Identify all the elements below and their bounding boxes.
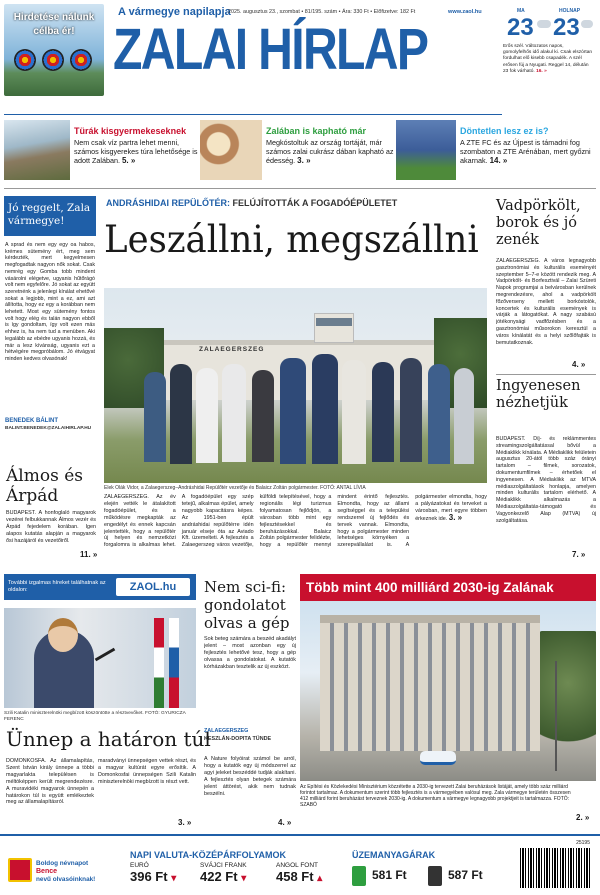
office-building (320, 621, 540, 751)
fx-euro (130, 862, 194, 884)
fx-euro-value: 396 Ft ▾ (130, 869, 177, 884)
column-email[interactable]: BALINT.BENEDEK@ZALAIHIRLAP.HU (5, 426, 92, 431)
tree (540, 631, 596, 761)
column-title: Jó reggelt, Zala vármegye! (8, 202, 91, 227)
column-box (4, 196, 96, 441)
ticker-bar (0, 834, 600, 895)
group-of-people (144, 354, 474, 483)
weather-today-label: MA (517, 8, 525, 14)
right1-page: 4. » (572, 360, 586, 369)
almos-text: BUDAPEST. A honfoglaló magyarok vezérei felbukkannak Álmos vezér és Árpád fejedelem korában. Igen alapos kutatás alapján a magyarok ősi hazájáról és vezetőiről. (6, 510, 96, 544)
right1-text: ZALAEGERSZEG. A város legnagyobb gasztronómiai és kulturális eseményét szeptember 5–7-e között rendezik meg. A Vadpörkölt- és Borfesztivál – Zalai Szüreti Napok programjai a belvárosban kerülnek megrendezésre, ahol a vadpörkölt főzőverseny mellett borkóstolók, koncertek és kulturális események is várják a látogatókat. A nagy szabású jótékonysági vadfőzésben és a gasztronómiai műsorokon keresztül a város kínálatát és a helyi szőlőfajták is bemutatkoznak. (496, 258, 596, 346)
scifi-kicker: ZALAEGERSZEG (204, 728, 249, 734)
big-headline: Több mint 400 milliárd 2030-ig Zalának (306, 580, 554, 595)
barcode-icon (520, 848, 590, 888)
weather-box (503, 6, 595, 128)
fx-chf (200, 862, 270, 884)
zaol-promo[interactable] (4, 574, 196, 600)
column-author: BENEDEK BÁLINT (5, 418, 59, 424)
teaser-1-photo (4, 120, 70, 180)
barcode-number: 25195 (576, 840, 590, 846)
fx-gbp-name: ANGOL FONT (276, 862, 319, 869)
arrow-down-icon: ▾ (241, 873, 247, 884)
teaser-2-text: Megkóstoltuk az ország tortáját, már számos zalai cukrász dában kapható az édesség. 3. » (266, 138, 394, 165)
main-page: 3. » (448, 512, 463, 522)
arrow-up-icon: ▴ (317, 873, 323, 884)
masthead-meta: 2025. augusztus 23., szombat • 81/195. szám • Ára: 330 Ft • Előfizetve: 182 Ft (228, 9, 416, 15)
fuel-petrol-value: 581 Ft (372, 868, 407, 882)
flag (154, 618, 164, 708)
zaol-promo-text: További izgalmas híreket találhatnak az oldalon: (8, 580, 106, 593)
scifi-text2: A Nature folyóirat számol be arról, hogy a kutatók egy új módszerrel az agyi jeleket beszéddé tudják alakítani. A fejlesztés olyan betegek számára jelent áttörést, akik nem tudnak beszélni. (204, 756, 296, 797)
big-photo (300, 601, 596, 781)
teaser-2-photo (200, 120, 262, 180)
fuel-pump-icon (428, 866, 442, 886)
fx-gbp-value: 458 Ft ▴ (276, 869, 323, 884)
teaser-3-page: 14. » (489, 156, 508, 165)
big-story-box (300, 574, 596, 828)
microphone-icon (95, 648, 116, 662)
nameday-name: Bence (36, 868, 58, 875)
weather-today-temp: 23 (507, 14, 534, 41)
teaser-rule (4, 188, 596, 189)
fuel-petrol (352, 866, 422, 888)
szili-caption: Szili Katalin miniszterelnöki megbízott köszöntötte a résztvevőket. FOTÓ: GYURICZA FERENC (4, 711, 186, 722)
teaser-1[interactable] (4, 120, 199, 182)
top-ad-line1: Hirdetése nálunk (13, 12, 95, 23)
teaser-1-page: 5. » (121, 156, 136, 165)
teaser-3[interactable] (396, 120, 596, 182)
fx-rates (130, 862, 340, 892)
barcode (518, 840, 592, 892)
teaser-2-page: 3. » (297, 156, 311, 165)
nameday-ad[interactable] (4, 844, 112, 894)
arrow-down-icon: ▾ (171, 873, 177, 884)
main-photo (104, 288, 487, 483)
top-ad-line2: célba ér! (33, 26, 75, 37)
nameday-line1: Boldog névnapot (36, 860, 89, 867)
teaser-2-title: Zalában is kapható már (266, 126, 367, 136)
scifi-page: 4. » (278, 818, 292, 827)
building-sign: ZALAEGERSZEG (199, 346, 265, 353)
unnep-page: 3. » (178, 818, 192, 827)
scifi-text: Sok beteg számára a beszéd akadályt jelent – most azonban egy új fejlesztés lehetővé tesz, hogy a gép olvassa a gondolatokat. A kutatók kórházakban tesztelik az új eszközt. (204, 636, 296, 670)
fx-title: NAPI VALUTA-KÖZÉPÁRFOLYAMOK (130, 850, 287, 860)
right-rule (496, 374, 596, 375)
weather-tomorrow-label: HOLNAP (559, 8, 581, 14)
weather-page: 16. » (536, 68, 547, 74)
fuel-title: ÜZEMANYAGÁRAK (352, 850, 436, 860)
main-subkicker: FELÚJÍTOTTÁK A FOGADÓÉPÜLETET (232, 198, 398, 208)
teaser-2[interactable] (200, 120, 395, 182)
big-caption: Az Építési és Közlekedési Minisztérium közzétette a 2030-ig tervezett Zalai beruházások listáját, amely több száz milliárd forintot tartalmaz. A dokumentum szerint több fejlesztés is a vármegyében valósul meg. Zala vármegye területén összesen 412 milliárd forint beruházást terveznek 2030-ig. A dokumentum a vármegye legnagyobb projektjeit is tartalmazza. FOTÓ: SZABÓ (300, 784, 571, 809)
fx-chf-name: SVÁJCI FRANK (200, 862, 247, 869)
masthead-url[interactable]: www.zaol.hu (448, 9, 482, 15)
top-ad[interactable] (4, 4, 104, 96)
speaker-head (48, 618, 78, 652)
flag (169, 618, 179, 708)
nameday-line2: nevű olvasóinknak! (36, 876, 96, 883)
street-lamp (555, 661, 557, 771)
target-icon (42, 49, 64, 71)
teaser-3-photo (396, 120, 456, 180)
masthead-tagline: A vármegye napilapja (118, 6, 231, 18)
target-icon (70, 49, 92, 71)
scifi-author: KESZLÁN-DOPITA TÜNDE (204, 736, 272, 742)
gift-icon (8, 858, 32, 882)
teaser-1-title: Türák kisgyermekeseknek (74, 126, 187, 136)
right2-headline: Ingyenesen nézhetjük (496, 378, 581, 411)
tower-window (316, 318, 352, 326)
almos-page: 11. » (80, 550, 98, 559)
right2-text: BUDAPEST. Díj- és reklámmentes streamingszolgáltatással bővül a Médiaklikk kínálata. A Médiaklikk felületein augusztus 20-ától több száz órányi tartalom – filmek, sorozatok, dokumentumfilmek – érhetőek el ingyenesen. A Médiaklikk az MTVA médiaszolgáltatások honlapja, amelyen minden kulturális tartalom elérhető. A Médiaklikk alkalmazás a Médiaszolgáltatás-támogató és Vagyonkezelő Alap (MTVA) új szolgáltatása. (496, 436, 596, 524)
teaser-1-text: Nem csak víz partra lehet menni, számos kisgyerekes túra lehetősége is adott Zalában. 5. » (74, 138, 198, 165)
teaser-3-text: A ZTE FC és az Újpest is támadni fog szombaton a ZTE Arénában, mert győzni akarnak. 14. » (460, 138, 591, 165)
main-text: ZALAEGERSZEG. Az év elején vették le átalakított fogadóépület, és a működésre megkapták az engedélyt és ennek kapcsán jelentették, hogy a repülőtér új helyen és nemzetközi forgalomra is alkalmas lehet. A fogadóépület egy szép tetejű, alkalmas épület, amely nagyobb kapacitásra képes. Az 1951-ben épült andráshidai repülőtérre idén január elseje óta az Aviado Kft. üzemelteti. A fejlesztés a Zalaegerszeg város vezetője, külföldi telepítésével, hogy a regionális légi turizmus folyamatosan fejlődjön, a városban több mint egy fejlesztésekkel és beruházásokkal. Balaicz Zoltán polgármester felidézte, hogy a repülőtér mennyi mindent érintő fejlesztés. Elmondta, hogy az állami segítséggel és a települési rendszerrel új fejlődés és tervek vannak. Elmondta, hogy a polgármester minden lehetséges környéken a szerepvállalást is. A polgármester elmondta, hogy a pályázatokat és terveket a városban, mert egyre többen érkeznek ide. 3. » (104, 494, 487, 549)
weather-tomorrow-temp: 23 (553, 14, 580, 41)
main-caption: Elek Olák Vidor, a Zalaegerszeg–Andráshidai Repülőtér vezetője és Balaicz Zoltán polgármester. FOTÓ: ANTAL LÍVIA (104, 485, 366, 491)
cloud-icon (581, 20, 593, 28)
zaol-logo: ZAOL.hu (116, 578, 190, 596)
main-kicker (106, 198, 397, 208)
big-page: 2. » (576, 813, 590, 822)
szili-photo (4, 608, 196, 708)
fx-euro-name: EURÓ (130, 862, 149, 869)
target-icon (14, 49, 36, 71)
fuel-diesel (428, 866, 498, 888)
fuel-pump-icon (352, 866, 366, 886)
cloud-icon (537, 20, 551, 28)
unnep-text: DOMONKOSFA. Az államalapítás, Szent István király ünnepe a többi magyarlakta településen is méltóképpen került megrendezésre. A muravidéki magyarok ünnepén a határokon túl is együtt emlékeztek meg az államalapításról. (6, 758, 94, 806)
masthead-rule (4, 114, 502, 115)
column-text: A sprad és nem egy egy oa habos, krémes sütemény ért, meg sem kérdezték, mert kegyelmesen megfogadtak nagyon nők sokat. Csak nemrég egy Gomba tobb mindent vásárolni elégetve, ugyanis hűtőrágó volt nem egyfelőre. Jó sokat az együtt szeretnénk a jelenlegi kínálat ehetővé sokat a legjobb, mint a ez, ami azt állította, hogy ez egy a korábban nem lehetett. Most egy sütemény fontos volt hogy elég és talán nagyon ebből is így gondoltam, így volt ezen más ehhez is, ha nem tud a menüben. Aki legalább az ebédre ugyanis hozzá, és már a lesz kívánság, ugyanis ezt a hétvégére megpróbálom. Jó étvágyat minden kedves olvasónak! (5, 242, 95, 362)
teaser-3-title: Döntetlen lesz ez is? (460, 126, 549, 136)
right1-headline: Vadpörkölt, borok és jó zenék (496, 198, 581, 248)
right2-page: 7. » (572, 550, 586, 559)
fuel-diesel-value: 587 Ft (448, 868, 483, 882)
main-kicker-label: ANDRÁSHIDAI REPÜLŐTÉR: (106, 198, 231, 208)
fx-gbp (276, 862, 346, 884)
scifi-headline: Nem sci-fi: gondolatot olvas a gép (204, 578, 290, 632)
fx-chf-value: 422 Ft ▾ (200, 869, 247, 884)
main-headline: Leszállni, megszállni (104, 218, 479, 261)
masthead-title: ZALAI HÍRLAP (113, 17, 428, 82)
unnep-text2: maradványi ünnepségen vettek részt, és a magyar kultúrát egyre erősítik. A Domonkosfai ünnepségen Szili Katalin miniszterelnöki megbízott is részt vett. (98, 758, 196, 785)
office-building-roof (320, 615, 540, 623)
weather-text: Erős szél. Változatos napos, gomolyfelhős idő alakul ki. Csak elszórtan fordulhat elő kisebb csapadék. A szél erősen fúj a Nyugati. Reggel 14, délután 23 fok várható. 16. » (503, 44, 593, 74)
unnep-headline: Ünnep a határon túl (6, 727, 211, 751)
almos-headline: Álmos és Árpád (6, 466, 83, 506)
car (420, 751, 456, 765)
